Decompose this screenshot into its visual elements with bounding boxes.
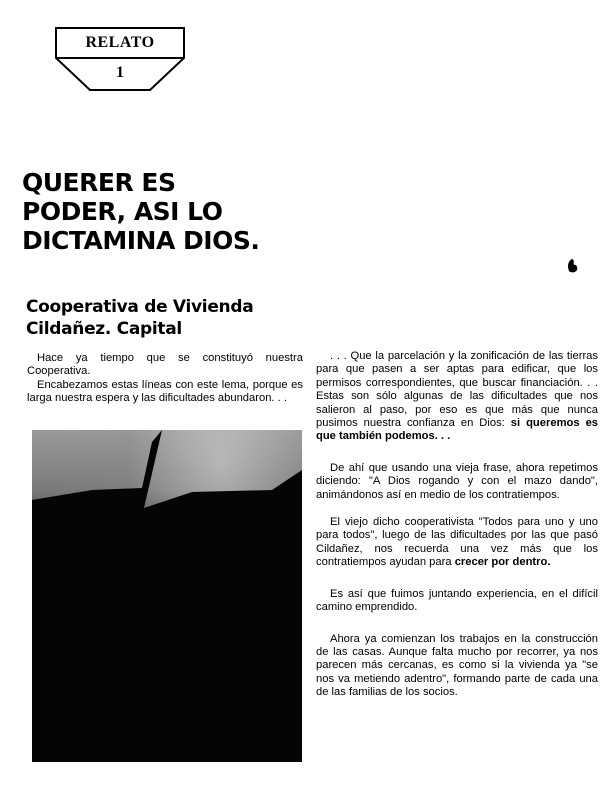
section-badge [54, 26, 186, 94]
paragraph: Ahora ya comienzan los trabajos en la construcción de las casas. Aunque falta mucho por recorrer, ya nos parecen más cercanas, es como si la vivienda ya "se nos va metiendo adentro", formando parte de cada una de las familias de los socios. [316, 632, 598, 699]
photograph [32, 430, 302, 762]
paragraph: De ahí que usando una vieja frase, ahora repetimos diciendo: "A Dios rogando y con el mazo dando", animándonos así en medio de los contratiempos. [316, 461, 598, 501]
subtitle-line: Cildañez. Capital [26, 319, 182, 339]
paragraph: Encabezamos estas líneas con este lema, porque es larga nuestra espera y las dificultades abundaron. . . [27, 378, 303, 405]
emphasis-text: si queremos es que también podemos. . . [316, 417, 599, 443]
subtitle-line: Cooperativa de Vivienda [26, 297, 254, 317]
page-title [22, 168, 322, 255]
paragraph-text: El viejo dicho cooperativista "Todos para uno y uno para todos", luego de las dificultades por las que pasó Cildañez, nos recuerda una vez más que los contratiempos ayudan para [316, 516, 598, 569]
badge-number: 1 [116, 64, 124, 81]
ink-mark-icon [566, 258, 580, 274]
title-line: DICTAMINA DIOS. [22, 226, 260, 255]
title-line: PODER, ASI LO [22, 197, 223, 226]
paragraph [316, 516, 598, 570]
right-column [316, 350, 598, 718]
paragraph: Hace ya tiempo que se constituyó nuestra Cooperativa. [27, 352, 303, 378]
paragraph [316, 350, 598, 444]
paragraph: Es así que fuimos juntando experiencia, en el difícil camino emprendido. [316, 587, 598, 614]
title-line: QUERER ES [22, 168, 176, 197]
photo-silhouette [32, 430, 302, 762]
subtitle [26, 296, 306, 340]
emphasis-text: crecer por dentro. [454, 556, 551, 569]
left-column [27, 352, 303, 406]
badge-title: RELATO [85, 34, 155, 51]
paragraph-text: . . . Que la parcelación y la zonificación de las tierras para que pasen a ser aptas para edificar, que los permisos correspondientes, que buscar financiación. . . Estas son sólo algunas de las dificultades que nos salieron al paso, por eso es que más que nunca pusimos nuestra confianza en Dios: [316, 350, 598, 430]
